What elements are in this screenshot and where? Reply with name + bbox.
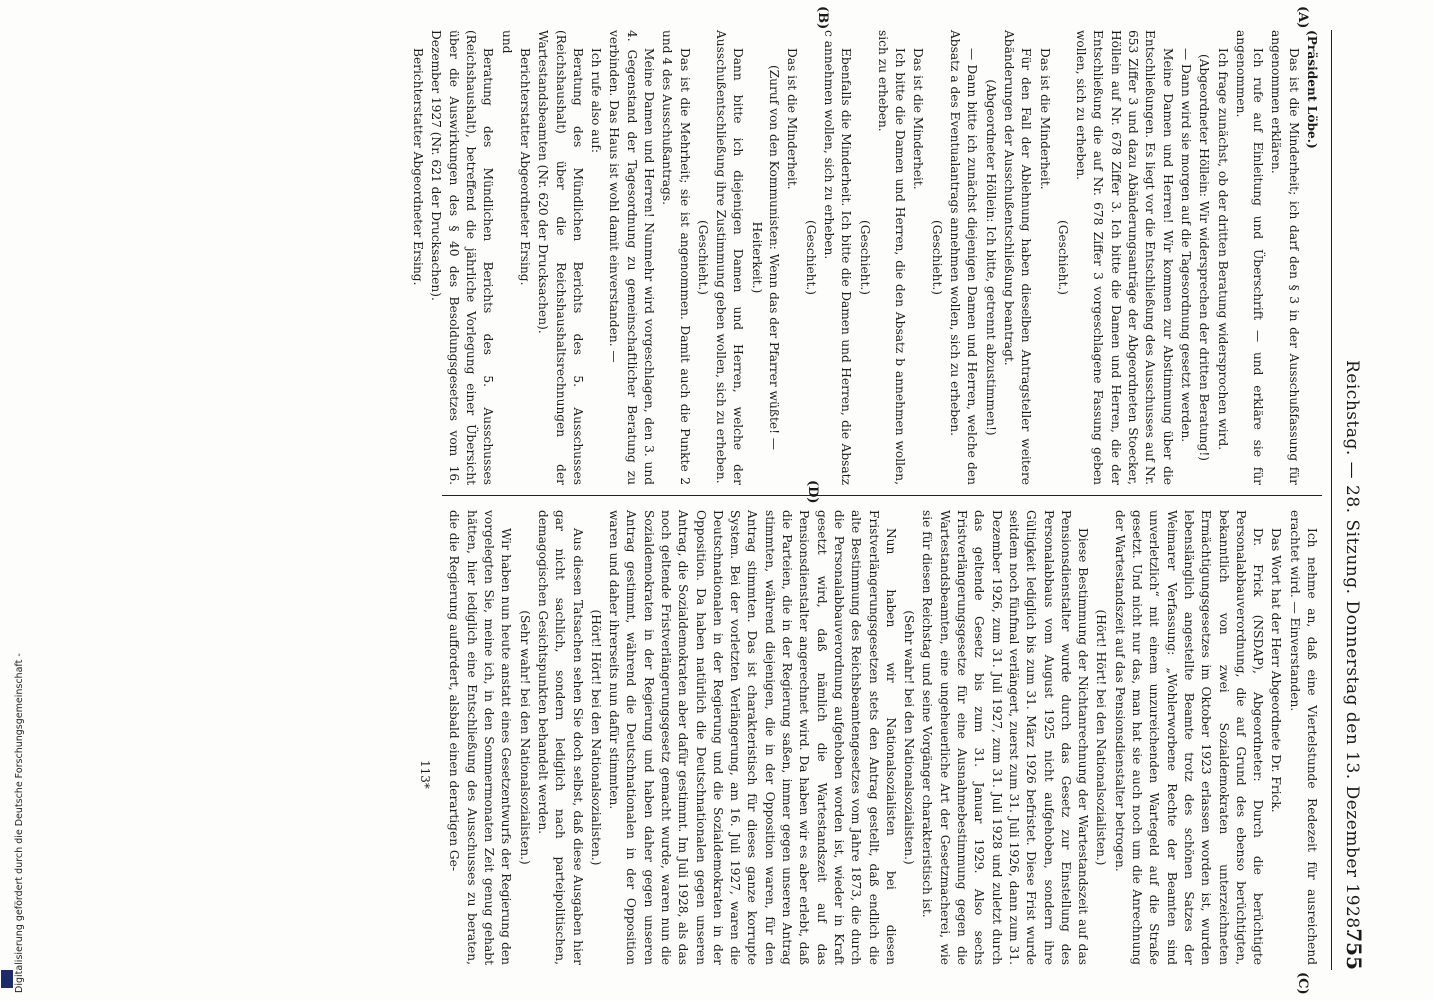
paragraph: und bbox=[499, 30, 514, 54]
paragraph: Berichterstatter Abgeordneter Ersing. bbox=[411, 48, 426, 286]
paragraph: Beratung des Mündlichen Berichts des 5. Ausschusses (Reichshaushalt), betreffend die jährliche Vorlegung einer Übersicht über die Auswirkungen des § 40 des Besoldungsgesetzes vom 16. Dezember 1927 (Nr. 621 der Drucksachen). bbox=[429, 30, 496, 485]
signature-mark: 113* bbox=[418, 760, 432, 789]
paragraph: (Sehr wahr! bei den Nationalsozialisten.) bbox=[902, 610, 917, 865]
paragraph: Das Wort hat der Herr Abgeordnete Dr. Frick. bbox=[1269, 528, 1284, 813]
paragraph: Beratung des Mündlichen Berichts des 5. Ausschusses (Reichshaushalt) über die Reichshaushaltsrechnungen der Wartestandsbeamten (Nr. 620 der Drucksachen). bbox=[536, 30, 585, 485]
column-divider bbox=[442, 495, 1322, 496]
paragraph: Meine Damen und Herren! Wir kommen zur Abstimmung über die Entschließungen. Es liegt vor die Entschließung des Ausschusses auf Nr. 653 Ziffer 3 und dazu Abänderungsanträge der Abgeordneten Stoecker, Höllein auf Nr. 678 Ziffer 3. Ich bitte die Damen und Herren, die der Entschließung die auf Nr. 678 Ziffer 3 vorgeschlagene Fassung geben wollen, sich zu erheben. bbox=[1074, 30, 1175, 485]
paragraph: (Geschieht.) bbox=[929, 219, 944, 296]
margin-mark-c: (C) bbox=[1295, 972, 1310, 995]
paragraph: Ebenfalls die Minderheit. Ich bitte die Damen und Herren, die Absatz c annehmen wollen, sich zu erheben. bbox=[821, 30, 854, 485]
paragraph: (Geschieht.) bbox=[1055, 219, 1070, 296]
left-column bbox=[408, 30, 1320, 485]
paragraph: Dr. Frick (NSDAP), Abgeordneter: Durch die berüchtigte Personalabbauverordnung, die auf Grund des ebenso berüchtigten, bekanntlich von zwei Sozialdemokraten unterzeichneten Ermächtigungsgesetzes im Oktober 1923 erlassen worden ist, wurden lebenslänglich angestellte Beamte trotz des schönen Satzes der Weimarer Verfassung: „Wohlerworbene Rechte der Beamten sind unverletzlich“ mit einem unzureichenden Wartegeld auf die Straße gesetzt. Und nicht nur das, man hat sie auch noch um die Anrechnung der Wartestandszeit auf das Pensionsdienstalter betrogen. bbox=[1112, 510, 1266, 965]
right-column bbox=[444, 510, 1320, 965]
paragraph: Berichterstatter Abgeordneter Ersing. bbox=[517, 48, 532, 286]
paragraph: Ich frage zunächst, ob der dritten Beratung widersprochen wird. bbox=[1215, 48, 1230, 451]
paragraph: Das ist die Mehrheit; sie ist angenommen. Damit auch die Punkte 2 und 4 des Ausschußantrags. bbox=[660, 30, 692, 485]
paragraph: Ich rufe also auf: bbox=[589, 48, 604, 153]
header-rule bbox=[1331, 30, 1332, 970]
paragraph: Das ist die Minderheit. bbox=[1037, 48, 1052, 190]
paragraph: Das ist die Minderheit. bbox=[785, 48, 800, 190]
paragraph: Aus diesen Tatsachen sehen Sie doch selbst, daß diese Ausgaben hier gar nicht sachlich, sondern lediglich nach parteipolitischen, demagogischen Gesichtspunkten behandelt werden. bbox=[535, 510, 585, 965]
paragraph: Nun haben wir Nationalsozialisten bei diesen Fristverlängerungsgesetzen stets den Antrag gestellt, daß endlich die alte Bestimmung des Reichsbeamtengesetzes vom Jahre 1873, die durch die Personalabbauverordnung aufgehoben worden ist, wieder in Kraft gesetzt wird, daß nämlich die Wartestandszeit auf das Pensionsdienstalter angerechnet wird. Da haben wir es aber erlebt, daß die Parteien, die in der Regierung saßen, immer gegen unseren Antrag stimmten, während diejenigen, die in der Opposition waren, für den Antrag stimmten. Das ist charakteristisch für dieses ganze korrupte System. Bei der vorletzten Verlängerung, am 16. Juli 1927, waren die Deutschnationalen in der Regierung und die Sozialdemokraten in der Opposition. Da haben natürlich die Deutschnationalen gegen unseren Antrag, die Sozialdemokraten aber dafür gestimmt. Im Juli 1928, als das noch geltende Fristverlängerungsgesetz gemacht wurde, waren nun die Sozialdemokraten in der Regierung und haben daher gegen unseren Antrag gestimmt, während die Deutschnationalen in der Opposition waren und daher ihrerseits nun dafür stimmten. bbox=[607, 510, 898, 965]
document-page bbox=[10, 0, 1380, 1000]
paragraph: Ich nehme an, daß eine Viertelstunde Redezeit für ausreichend erachtet wird. — Einverstanden. bbox=[1287, 510, 1319, 965]
running-head: Reichstag. — 28. Sitzung. Donnerstag den 13. Dezember 1928. bbox=[1342, 360, 1362, 935]
paragraph: Wir haben nun heute anstatt eines Gesetzentwurfs der Regierung den vorgelegten Sie, meine ich, in den Sommermonaten Zeit genug gehabt hätten, hier lediglich eine Entschließung des Ausschusses zu beraten, die die Regierung auffordert, alsbald einen derartigen Ge- bbox=[447, 510, 514, 965]
paragraph: Ich bitte die Damen und Herren, die den Absatz b annehmen wollen, sich zu erheben. bbox=[875, 30, 908, 485]
paragraph: (Zuruf von den Kommunisten: Wenn das der Pfarrer wüßte! — Heiterkeit.) bbox=[749, 64, 782, 451]
paragraph: (Geschieht.) bbox=[803, 219, 818, 296]
paragraph: (Hört! Hört! bei den Nationalsozialisten.) bbox=[588, 609, 603, 866]
paragraph: (Abgeordneter Höllein: Wir widersprechen der dritten Beratung!) bbox=[1197, 54, 1212, 461]
paragraph: — Dann wird sie morgen auf die Tagesordnung gesetzt werden. bbox=[1178, 48, 1193, 443]
paragraph: Meine Damen und Herren! Nunmehr wird vorgeschlagen, den 3. und 4. Gegenstand der Tagesordnung zu gemeinschaftlicher Beratung zu verbinden. Das Haus ist wohl damit einverstanden. — bbox=[607, 30, 657, 485]
paragraph: (Geschieht.) bbox=[695, 219, 710, 296]
margin-mark-d: (D) bbox=[805, 480, 820, 504]
credit-text: Digitalisierung gefördert durch die Deutsche Forschungsgemeinschaft - bbox=[14, 653, 25, 993]
margin-mark-b: (B) bbox=[815, 6, 830, 30]
paragraph: Ich rufe auf Einleitung und Überschrift — und erkläre sie für angenommen. bbox=[1233, 30, 1266, 485]
paragraph: (Präsident Löbe.) bbox=[1305, 30, 1319, 149]
paragraph: (Sehr wahr! bei den Nationalsozialisten.) bbox=[517, 610, 532, 865]
paragraph: (Hört! Hört! bei den Nationalsozialisten.) bbox=[1094, 609, 1109, 866]
paragraph: (Abgeordneter Höllein: Ich bitte, getrennt abzustimmen!) bbox=[983, 79, 998, 436]
paragraph: Für den Fall der Ablehnung haben dieselben Antragsteller weitere Abänderungen der Ausschußentschließung beantragt. bbox=[1001, 30, 1034, 485]
paragraph: Das ist die Minderheit. bbox=[911, 48, 926, 190]
paragraph: (Geschieht.) bbox=[857, 219, 872, 296]
digitization-credit bbox=[0, 598, 25, 998]
dfg-logo-icon bbox=[1, 970, 13, 988]
paragraph: — Dann bitte ich zunächst diejenigen Damen und Herren, welche den Absatz a des Eventualantrags annehmen wollen, sich zu erheben. bbox=[948, 30, 980, 485]
paragraph: Dann bitte ich diejenigen Damen und Herren, welche der Ausschußentschließung ihre Zustimmung geben wollen, sich zu erheben. bbox=[714, 30, 746, 485]
paragraph: Das ist die Minderheit; ich darf den § 3 in der Ausschußfassung für angenommen erklären. bbox=[1269, 30, 1301, 485]
page-number: 755 bbox=[1342, 928, 1366, 970]
paragraph: Diese Bestimmung der Nichtanrechnung der Wartestandszeit auf das Pensionsdienstalter wurde durch das Gesetz zur Einstellung des Personalabbaus vom August 1925 nicht aufgehoben, sondern ihre Gültigkeit lediglich bis zum 31. März 1926 befristet. Diese Frist wurde seitdem noch fünfmal verlängert, zuerst zum 31. Juli 1926, dann zum 31. Dezember 1926, zum 31. Juli 1927, zum 31. Juli 1928 und zuletzt durch das geltende Gesetz bis zum 31. Januar 1929. Also sechs Fristverlängerungsgesetze für eine Ausnahmebestimmung gegen die Wartestandsbeamten, eine ungeheuerliche Art der Gesetzmacherei, wie sie für diesen Reichstag und seine Vorgänger charakteristisch ist. bbox=[920, 510, 1091, 965]
page-header bbox=[1326, 30, 1366, 970]
margin-mark-a: (A) bbox=[1295, 6, 1310, 29]
